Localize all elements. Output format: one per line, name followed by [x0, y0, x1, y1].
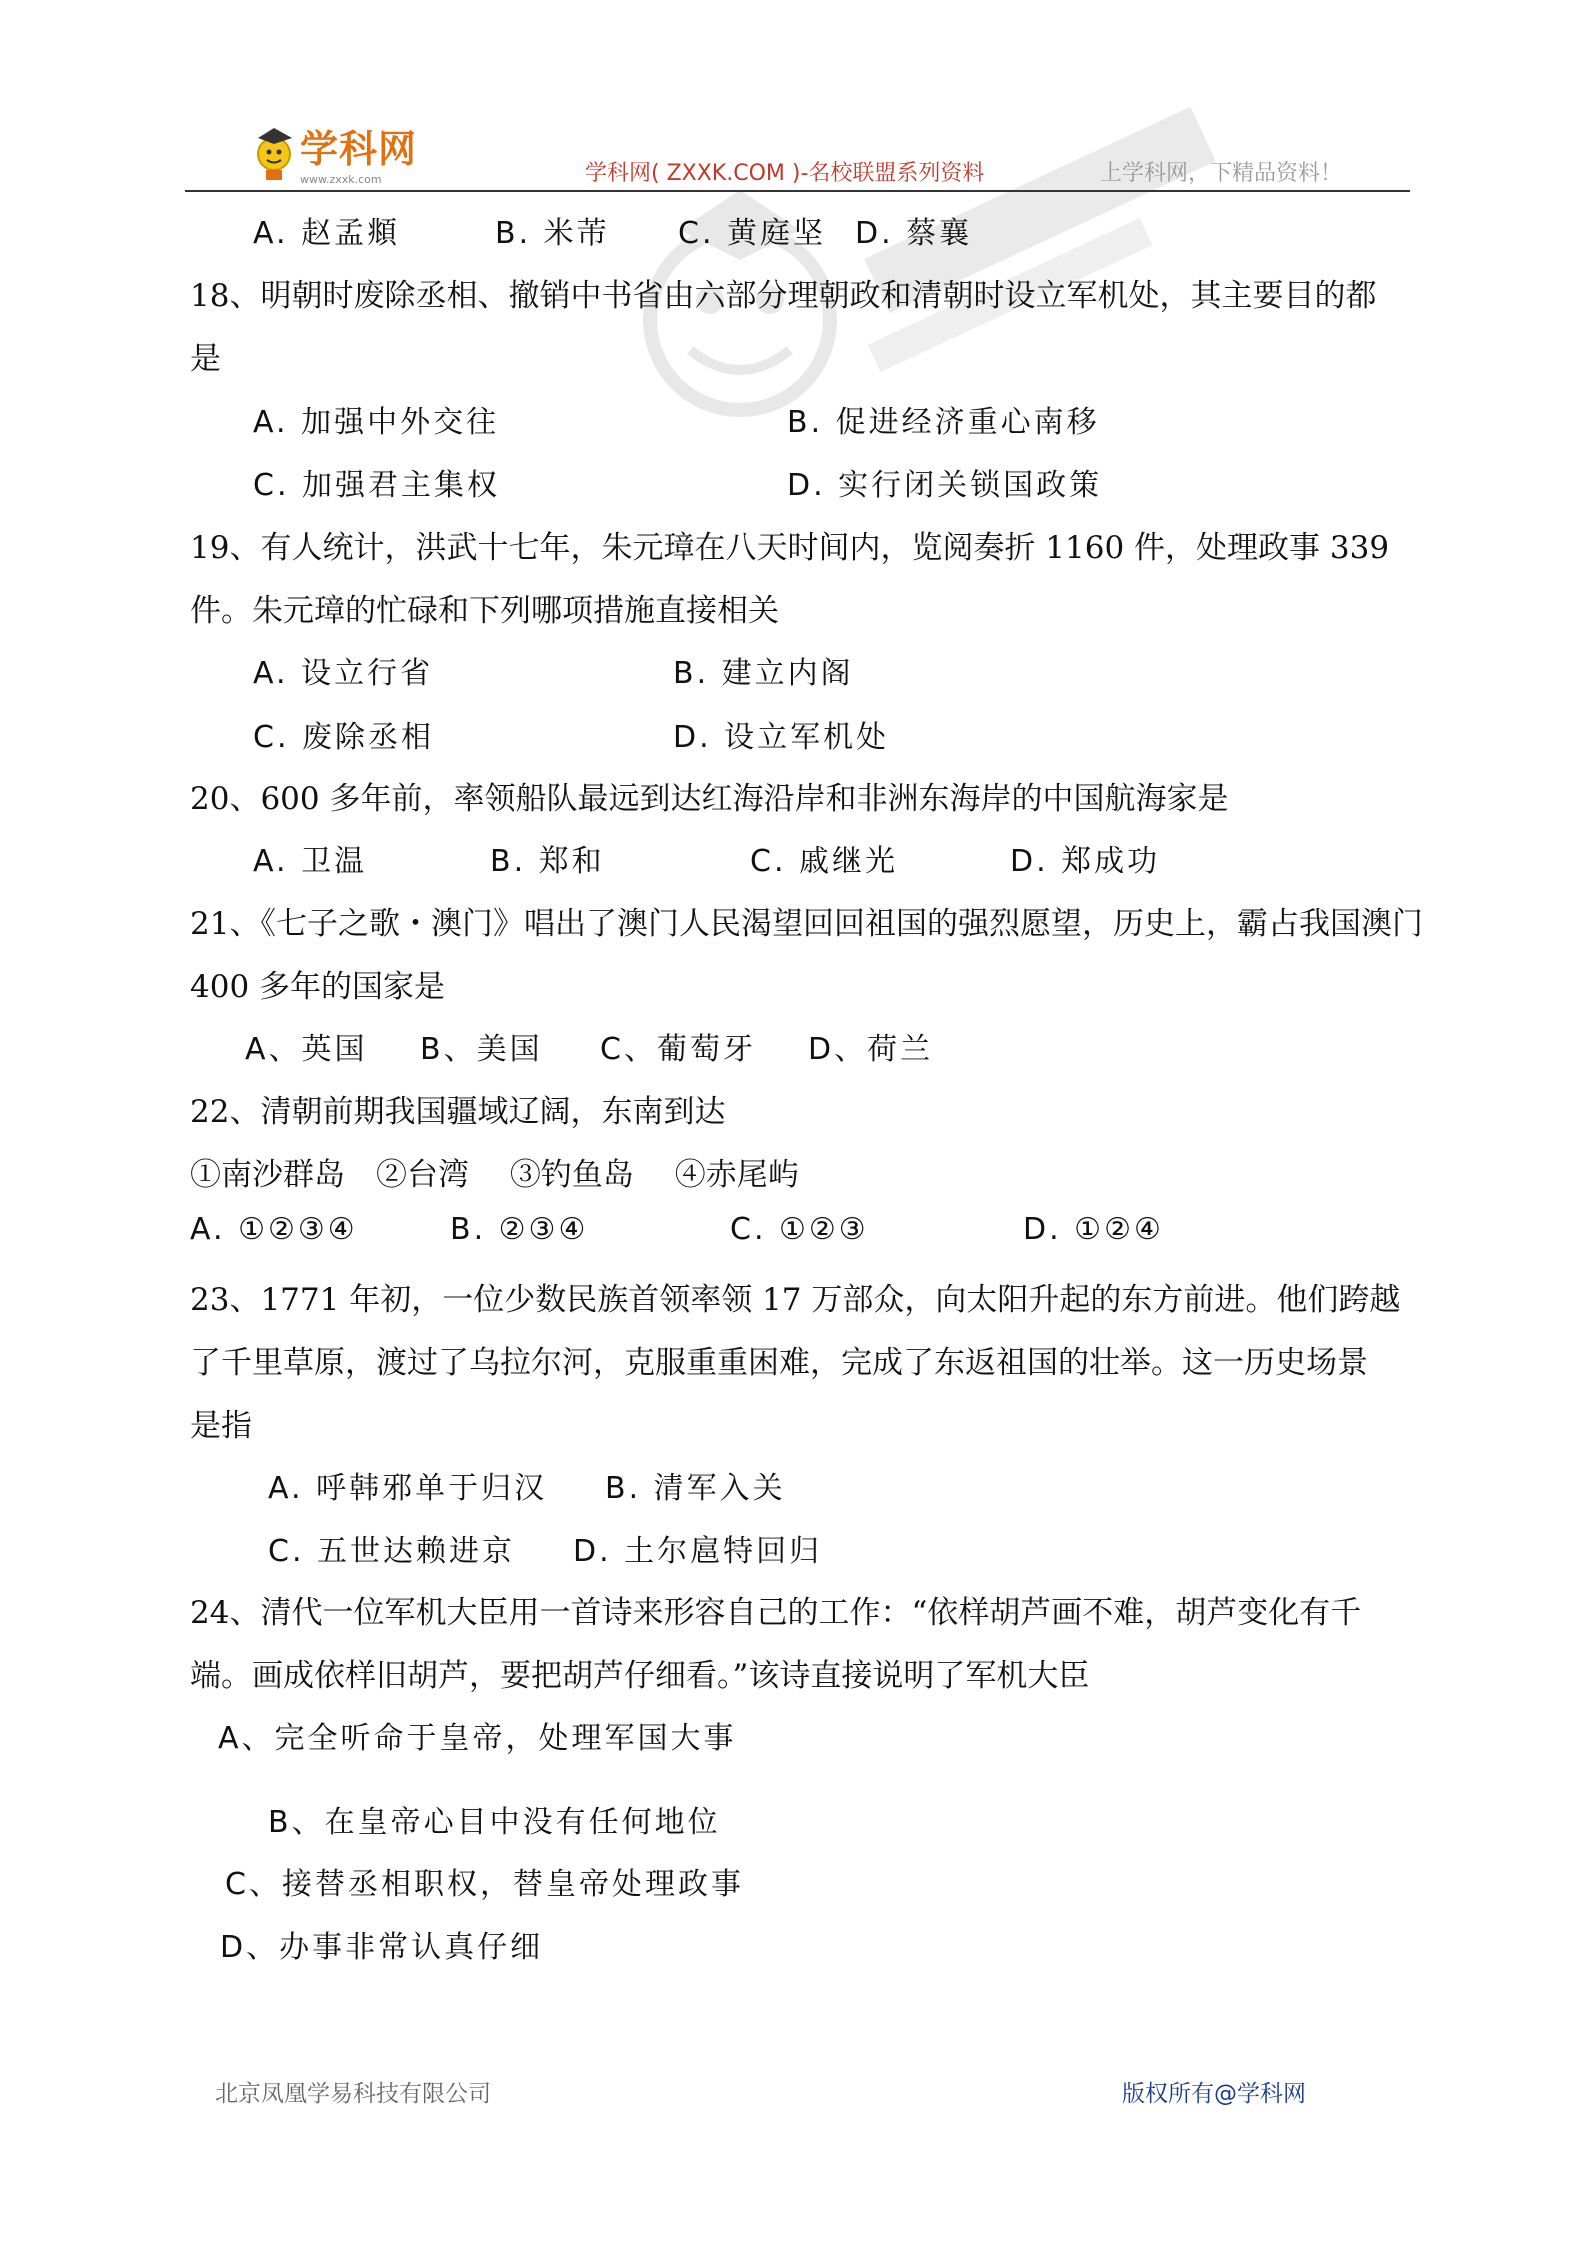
- q23-stem-line2: 了千里草原，渡过了乌拉尔河，克服重重困难，完成了东返祖国的壮举。这一历史场景: [190, 1345, 1368, 1381]
- q22-stem-line1: 22、清朝前期我国疆域辽阔，东南到达: [190, 1094, 726, 1130]
- footer-company: 北京凤凰学易科技有限公司: [215, 2081, 491, 2107]
- q18-option-a: A. 加强中外交往: [253, 405, 500, 440]
- q18-stem-line1: 18、明朝时废除丞相、撤销中书省由六部分理朝政和清朝时设立军机处，其主要目的都: [190, 278, 1377, 314]
- q17-option-a: A. 赵孟頫: [253, 216, 401, 251]
- q19-option-b: B. 建立内阁: [673, 656, 854, 691]
- q18-stem-line2: 是: [190, 341, 221, 377]
- q23-stem-line3: 是指: [190, 1408, 252, 1444]
- header-divider: [185, 190, 1410, 192]
- header-center-text: 学科网( ZXXK.COM )-名校联盟系列资料: [585, 161, 985, 186]
- q24-option-c: C、接替丞相职权，替皇帝处理政事: [225, 1867, 744, 1902]
- q20-option-c: C. 戚继光: [750, 844, 899, 879]
- q21-stem-line2: 400 多年的国家是: [190, 969, 446, 1005]
- q23-option-d: D. 土尔扈特回归: [573, 1534, 823, 1569]
- q20-option-a: A. 卫温: [253, 844, 368, 879]
- q22-option-a: A. ①②③④: [190, 1212, 358, 1247]
- q21-option-b: B、美国: [420, 1032, 543, 1067]
- header-right-text: 上学科网，下精品资料！: [1100, 161, 1343, 186]
- q24-stem-line1: 24、清代一位军机大臣用一首诗来形容自己的工作：“依样胡芦画不难，胡芦变化有千: [190, 1595, 1362, 1631]
- q23-option-b: B. 清军入关: [605, 1471, 786, 1506]
- q20-option-b: B. 郑和: [490, 844, 605, 879]
- logo-text: 学科网: [300, 127, 418, 171]
- footer-copyright: 版权所有@学科网: [1122, 2081, 1306, 2107]
- q22-option-c: C. ①②③: [730, 1212, 869, 1247]
- logo-url: www.zxxk.com: [300, 173, 382, 186]
- q18-option-b: B. 促进经济重心南移: [787, 405, 1100, 440]
- q23-option-a: A. 呼韩邪单于归汉: [268, 1471, 548, 1506]
- q17-option-d: D. 蔡襄: [855, 216, 973, 251]
- q18-option-d: D. 实行闭关锁国政策: [787, 468, 1103, 503]
- q17-option-b: B. 米芾: [495, 216, 610, 251]
- q22-option-d: D. ①②④: [1023, 1212, 1164, 1247]
- q23-stem-line1: 23、1771 年初，一位少数民族首领率领 17 万部众，向太阳升起的东方前进。他们跨越: [190, 1282, 1401, 1318]
- q24-option-b: B、在皇帝心目中没有任何地位: [268, 1805, 721, 1840]
- q21-stem-line1: 21、《七子之歌・澳门》唱出了澳门人民渴望回回祖国的强烈愿望，历史上，霸占我国澳门: [190, 906, 1423, 942]
- q21-option-d: D、荷兰: [808, 1032, 934, 1067]
- q21-option-a: A、英国: [245, 1032, 368, 1067]
- q20-option-d: D. 郑成功: [1010, 844, 1161, 879]
- q18-option-c: C. 加强君主集权: [253, 468, 501, 503]
- q24-option-a: A、完全听命于皇帝，处理军国大事: [218, 1721, 737, 1756]
- q22-option-b: B. ②③④: [450, 1212, 589, 1247]
- q19-option-c: C. 废除丞相: [253, 720, 435, 755]
- q22-items: ①南沙群岛 ②台湾 ③钓鱼岛 ④赤尾屿: [190, 1157, 799, 1193]
- q19-stem-line1: 19、有人统计，洪武十七年，朱元璋在八天时间内，览阅奏折 1160 件，处理政事 339: [190, 530, 1390, 566]
- q17-option-c: C. 黄庭坚: [678, 216, 827, 251]
- q21-option-c: C、葡萄牙: [600, 1032, 756, 1067]
- q20-stem-line1: 20、600 多年前，率领船队最远到达红海沿岸和非洲东海岸的中国航海家是: [190, 781, 1229, 817]
- mascot-icon: [252, 124, 300, 182]
- q24-stem-line2: 端。画成依样旧胡芦，要把胡芦仔细看。”该诗直接说明了军机大臣: [190, 1658, 1090, 1694]
- q19-option-d: D. 设立军机处: [673, 720, 890, 755]
- q19-stem-line2: 件。朱元璋的忙碌和下列哪项措施直接相关: [190, 593, 779, 629]
- q23-option-c: C. 五世达赖进京: [268, 1534, 516, 1569]
- q19-option-a: A. 设立行省: [253, 656, 434, 691]
- q24-option-d: D、办事非常认真仔细: [220, 1930, 544, 1965]
